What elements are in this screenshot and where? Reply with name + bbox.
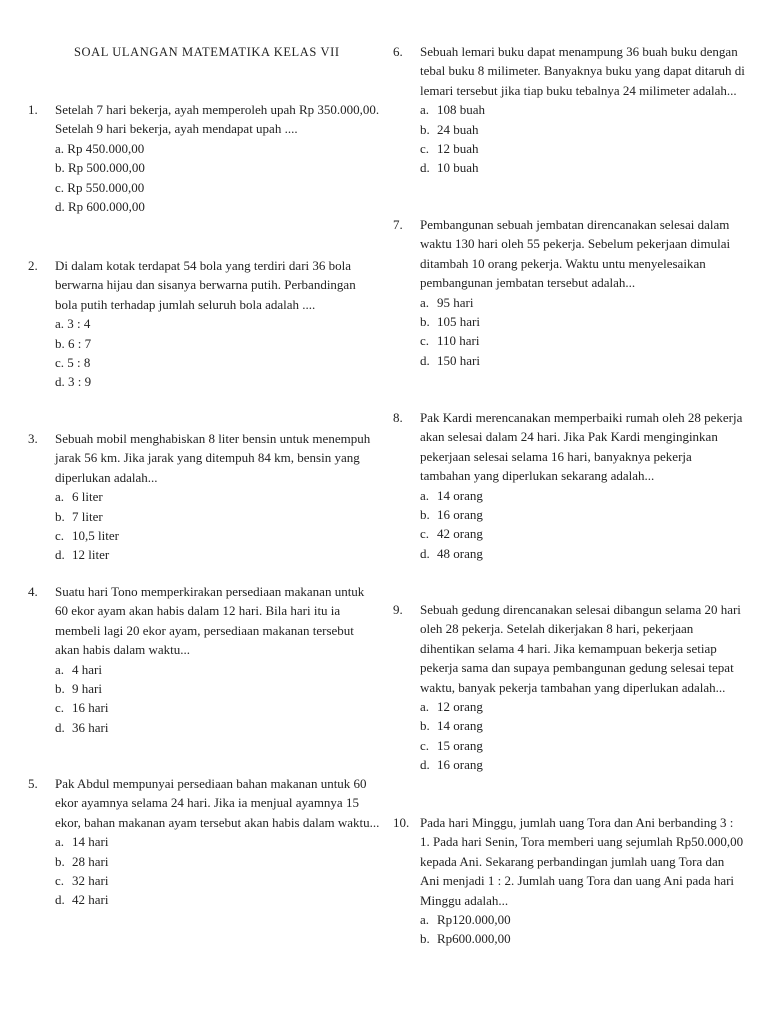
option-d: d. 48 orang [420, 545, 483, 561]
option-c: c. 5 : 8 [55, 355, 91, 371]
question-number: 9. [393, 602, 403, 617]
option-a: a. Rp 450.000,00 [55, 140, 145, 156]
question-stem: Setelah 7 hari bekerja, ayah memperoleh upah Rp 350.000,00. Setelah 9 hari bekerja, ayah mendapat upah .... [55, 102, 380, 137]
option-b: b. 6 : 7 [55, 335, 92, 351]
option-b: b. 16 orang [420, 507, 483, 523]
option-b: b. 7 liter [55, 508, 103, 524]
question-4 [28, 582, 380, 737]
option-c: c. 12 buah [420, 141, 479, 157]
option-d: d. 10 buah [420, 160, 479, 176]
question-number: 7. [393, 217, 403, 232]
option-a: a. 4 hari [55, 661, 102, 677]
question-stem: Pak Abdul mempunyai persediaan bahan makanan untuk 60 ekor ayamnya selama 24 hari. Jika ia menjual ayamnya 15 ekor, bahan makanan ayam tersebut akan habis dalam waktu... [55, 776, 380, 830]
question-number: 5. [28, 776, 38, 791]
option-b: b. Rp 500.000,00 [55, 160, 145, 176]
option-d: d. 3 : 9 [55, 374, 92, 390]
question-number: 4. [28, 584, 38, 599]
question-number: 3. [28, 431, 38, 446]
option-d: d. 150 hari [420, 352, 480, 368]
question-9 [393, 600, 745, 775]
question-7 [393, 215, 745, 370]
question-3 [28, 429, 380, 565]
question-number: 2. [28, 258, 38, 273]
question-number: 10. [393, 815, 410, 830]
option-a: a. 3 : 4 [55, 316, 91, 332]
page-title: SOAL ULANGAN MATEMATIKA KELAS VII [74, 45, 340, 59]
question-2 [28, 256, 380, 392]
question-stem: Di dalam kotak terdapat 54 bola yang terdiri dari 36 bola berwarna hijau dan sisanya berwarna putih. Perbandingan bola putih terhadap jumlah seluruh bola adalah .... [55, 258, 356, 312]
option-c: c. 15 orang [420, 737, 483, 753]
option-b: b. 9 hari [55, 681, 102, 697]
question-number: 8. [393, 410, 403, 425]
question-stem: Pada hari Minggu, jumlah uang Tora dan Ani berbanding 3 : 1. Pada hari Senin, Tora memberi uang sejumlah Rp50.000,00 kepada Ani. Sekarang perbandingan jumlah uang Tora dan Ani menjadi 1 : 2. Jumlah uang Tora dan uang Ani pada hari Minggu adalah... [420, 815, 744, 908]
question-6 [393, 42, 745, 178]
option-c: c. 10,5 liter [55, 528, 119, 544]
question-number: 1. [28, 102, 38, 117]
question-5 [28, 774, 380, 910]
option-a: a. 12 orang [420, 699, 483, 715]
option-b: b. 14 orang [420, 718, 483, 734]
option-d: d. 16 orang [420, 757, 483, 773]
question-number: 6. [393, 44, 403, 59]
option-d: d. Rp 600.000,00 [55, 199, 145, 215]
option-d: d. 12 liter [55, 547, 110, 563]
question-8 [393, 408, 745, 563]
option-b: b. 105 hari [420, 314, 480, 330]
option-a: a. 95 hari [420, 294, 474, 310]
question-1 [28, 100, 380, 216]
option-d: d. 42 hari [55, 892, 109, 908]
option-c: c. 16 hari [55, 700, 109, 716]
question-stem: Pak Kardi merencanakan memperbaiki rumah oleh 28 pekerja akan selesai dalam 24 hari. Jika Pak Kardi menginginkan pekerjaan selesai selama 16 hari, banyaknya pekerja tambahan yang diperlukan sekarang adalah... [420, 410, 743, 484]
option-a: a. 108 buah [420, 102, 486, 118]
option-a: a. 14 orang [420, 487, 483, 503]
option-b: b. Rp600.000,00 [420, 931, 511, 947]
option-c: c. 42 orang [420, 526, 483, 542]
question-stem: Pembangunan sebuah jembatan direncanakan selesai dalam waktu 130 hari oleh 55 pekerja. Sebelum pekerjaan dimulai ditambah 10 orang pekerja. Waktu untu menyelesaikan pembangunan jembatan tersebut adalah... [420, 217, 731, 291]
option-b: b. 24 buah [420, 121, 479, 137]
option-a: a. 14 hari [55, 834, 109, 850]
option-a: a. 6 liter [55, 489, 103, 505]
option-c: c. 32 hari [55, 873, 109, 889]
option-c: c. Rp 550.000,00 [55, 179, 145, 195]
question-10 [393, 813, 745, 949]
option-b: b. 28 hari [55, 853, 109, 869]
question-stem: Suatu hari Tono memperkirakan persediaan makanan untuk 60 ekor ayam akan habis dalam 12 hari. Bila hari itu ia membeli lagi 20 ekor ayam, persediaan makanan tersebut akan habis dalam waktu... [55, 584, 365, 658]
option-d: d. 36 hari [55, 719, 109, 735]
question-stem: Sebuah lemari buku dapat menampung 36 buah buku dengan tebal buku 8 milimeter. Banyaknya buku yang dapat ditaruh di lemari tersebut jika tiap buku tebalnya 24 milimeter adalah... [420, 44, 745, 98]
option-c: c. 110 hari [420, 333, 480, 349]
question-stem: Sebuah gedung direncanakan selesai dibangun selama 20 hari oleh 28 pekerja. Setelah dikerjakan 8 hari, pekerjaan dihentikan selama 4 hari. Jika kemampuan bekerja setiap pekerja sama dan supaya pembangunan gedung selesai tepat waktu, banyak pekerja tambahan yang diperlukan adalah... [420, 602, 741, 695]
option-a: a. Rp120.000,00 [420, 912, 511, 928]
question-stem: Sebuah mobil menghabiskan 8 liter bensin untuk menempuh jarak 56 km. Jika jarak yang ditempuh 84 km, bensin yang diperlukan adalah... [55, 431, 371, 485]
